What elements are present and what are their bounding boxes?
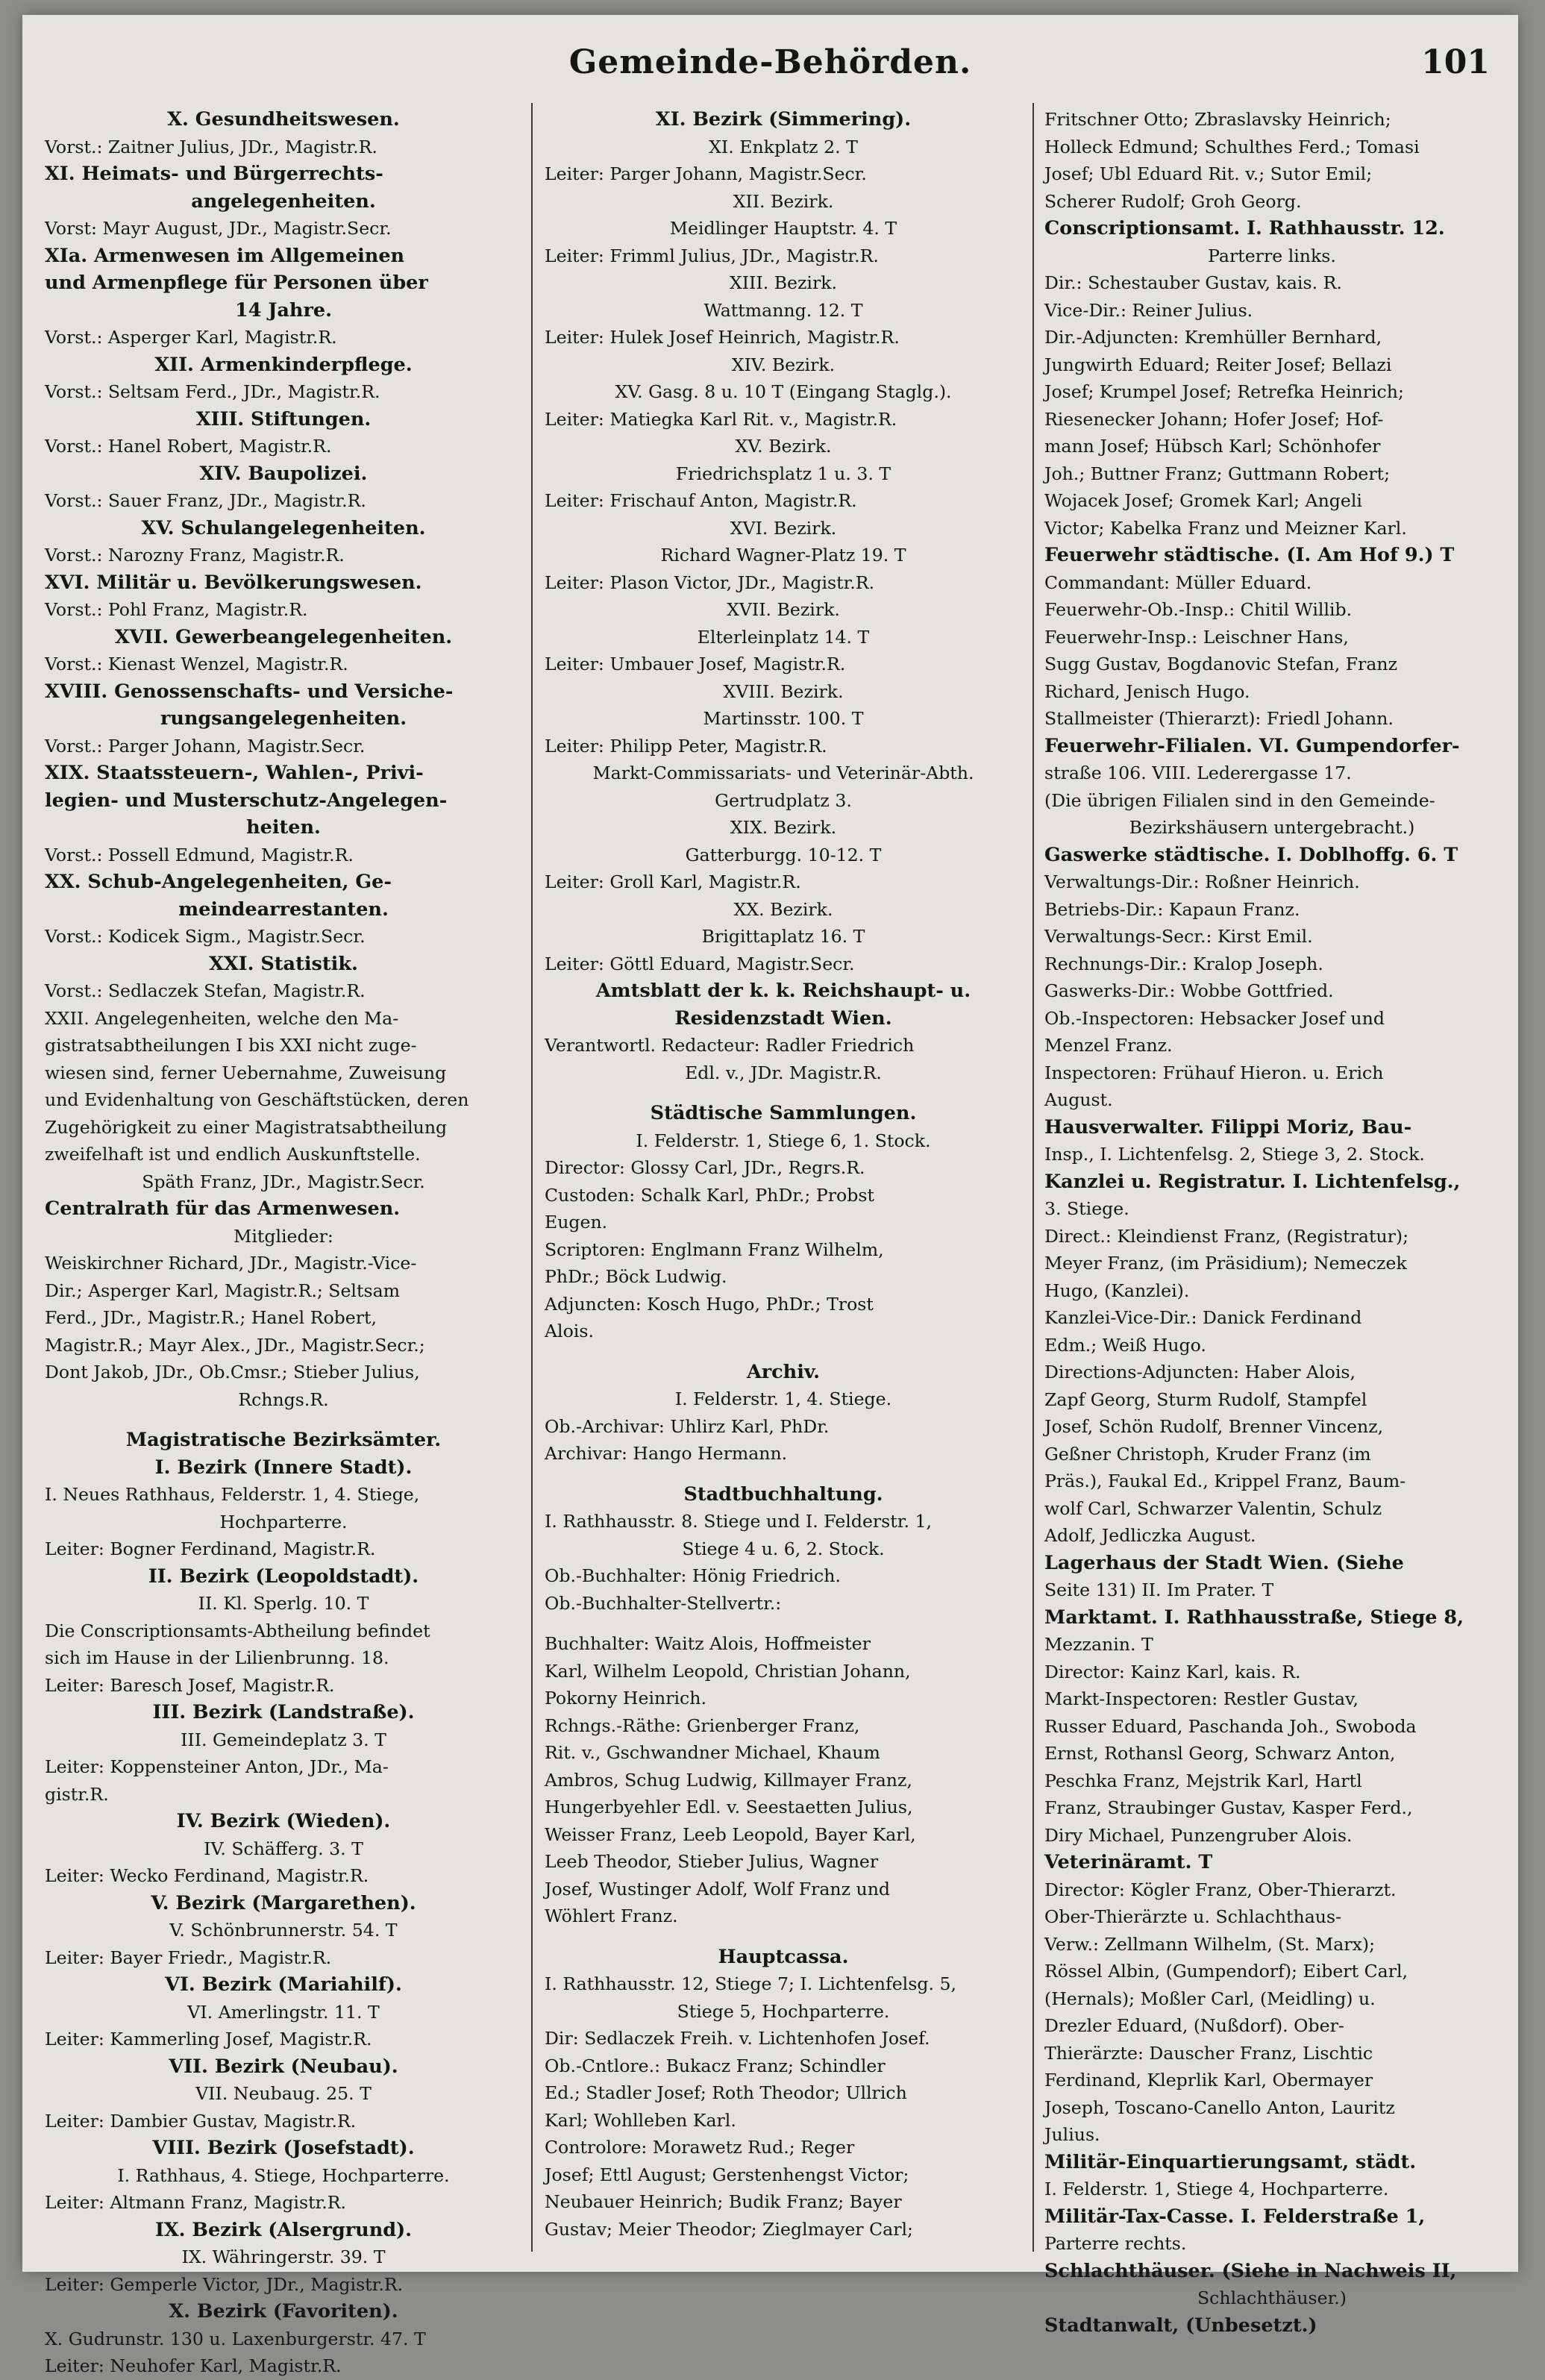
directory-line: Ed.; Stadler Josef; Roth Theodor; Ullrich [545,2082,907,2103]
directory-line: Joh.; Buttner Franz; Guttmann Robert; [1044,463,1391,484]
directory-line: Vorst.: Parger Johann, Magistr.Secr. [45,735,366,757]
directory-line: Kanzlei-Vice-Dir.: Danick Ferdinand [1044,1307,1362,1328]
directory-line: gistr.R. [45,1783,109,1805]
section-heading: XV. Schulangelegenheiten. [141,516,426,539]
directory-line: Feuerwehr-Ob.-Insp.: Chitil Willib. [1044,599,1353,620]
directory-line: Leiter: Gemperle Victor, JDr., Magistr.R. [45,2273,404,2295]
directory-line: PhDr.; Böck Ludwig. [545,1266,727,1287]
directory-line: I. Felderstr. 1, Stiege 4, Hochparterre. [1044,2179,1389,2199]
directory-line: IV. Schäfferg. 3. T [204,1838,363,1859]
section-heading: Feuerwehr städtische. (I. Am Hof 9.) T [1044,544,1455,566]
directory-line: Verantwortl. Redacteur: Radler Friedrich [545,1035,915,1056]
directory-line: V. Schönbrunnerstr. 54. T [169,1920,398,1941]
directory-line: Ob.-Buchhalter-Stellvertr.: [545,1592,782,1614]
directory-line: (Die übrigen Filialen sind in den Gemeinde- [1044,789,1435,811]
column-divider [1032,103,1034,2252]
directory-line: Victor; Kabelka Franz und Meizner Karl. [1044,517,1407,539]
directory-line: Pokorny Heinrich. [545,1688,706,1709]
section-heading: Lagerhaus der Stadt Wien. (Siehe [1044,1551,1404,1574]
directory-line: Leiter: Kammerling Josef, Magistr.R. [45,2029,372,2049]
directory-line: Eugen. [545,1212,608,1233]
directory-line: Buchhalter: Waitz Alois, Hoffmeister [545,1633,871,1654]
section-heading: XX. Schub-Angelegenheiten, Ge- [45,871,392,893]
directory-line: Dir.: Schestauber Gustav, kais. R. [1044,272,1342,293]
directory-line: Edm.; Weiß Hugo. [1044,1334,1206,1356]
directory-line: Zapf Georg, Sturm Rudolf, Stampfel [1044,1388,1367,1410]
section-heading: Militär-Tax-Casse. I. Felderstraße 1, [1044,2205,1426,2228]
directory-line: Stiege 4 u. 6, 2. Stock. [682,1538,885,1559]
directory-line: Dir: Sedlaczek Freih. v. Lichtenhofen Josef. [545,2028,930,2049]
directory-line: XIV. Bezirk. [731,354,836,375]
directory-line: Leiter: Neuhofer Karl, Magistr.R. [45,2355,342,2376]
directory-line: I. Felderstr. 1, Stiege 6, 1. Stock. [636,1130,931,1151]
directory-line: I. Rathhaus, 4. Stiege, Hochparterre. [117,2164,450,2186]
section-heading: XVI. Militär u. Bevölkerungswesen. [45,571,422,594]
directory-line: Zugehörigkeit zu einer Magistratsabtheilung [45,1116,448,1138]
directory-line: 3. Stiege. [1044,1198,1129,1219]
section-heading: V. Bezirk (Margarethen). [151,1891,416,1914]
column-1 [45,106,522,2376]
directory-line: Ambros, Schug Ludwig, Killmayer Franz, [545,1769,912,1791]
directory-line: Dir.-Adjuncten: Kremhüller Bernhard, [1044,327,1382,348]
directory-line: Dont Jakob, JDr., Ob.Cmsr.; Stieber Julius, [45,1362,420,1382]
directory-line: III. Gemeindeplatz 3. T [181,1729,386,1750]
spacer [545,1930,1022,1944]
section-heading: Marktamt. I. Rathhausstraße, Stiege 8, [1044,1606,1464,1629]
directory-line: Hugo, (Kanzlei). [1044,1280,1190,1301]
section-heading: Magistratische Bezirksämter. [125,1429,442,1451]
section-heading: XVIII. Genossenschafts- und Versiche- [45,680,454,703]
directory-line: Franz, Straubinger Gustav, Kasper Ferd., [1044,1797,1413,1818]
section-heading: Schlachthäuser. (Siehe in Nachweis II, [1044,2259,1457,2282]
directory-line: zweifelhaft ist und endlich Auskunftstelle. [45,1144,421,1165]
directory-line: XVII. Bezirk. [727,599,840,620]
directory-line: Leiter: Plason Victor, JDr., Magistr.R. [545,571,875,593]
directory-line: Leiter: Philipp Peter, Magistr.R. [545,735,827,757]
directory-line: (Hernals); Moßler Carl, (Meidling) u. [1044,1988,1376,2009]
page-header [22,37,1518,90]
directory-line: Weisser Franz, Leeb Leopold, Bayer Karl, [545,1823,916,1845]
directory-line: und Evidenhaltung von Geschäftstücken, deren [45,1089,469,1110]
directory-line: Feuerwehr-Insp.: Leischner Hans, [1044,626,1349,648]
directory-line: XIII. Bezirk. [729,272,838,293]
directory-line: Director: Kainz Karl, kais. R. [1044,1661,1301,1682]
directory-line: Ob.-Archivar: Uhlirz Karl, PhDr. [545,1415,830,1437]
directory-line: Leiter: Hulek Josef Heinrich, Magistr.R. [545,327,900,348]
section-heading: III. Bezirk (Landstraße). [152,1701,415,1723]
section-heading: VII. Bezirk (Neubau). [169,2055,398,2078]
directory-line: XXII. Angelegenheiten, welche den Ma- [45,1007,399,1029]
directory-line: Markt-Commissariats- und Veterinär-Abth. [592,762,974,783]
section-heading: 14 Jahre. [234,298,333,322]
directory-line: Bezirkshäusern untergebracht.) [1129,817,1415,838]
directory-line: Leiter: Altmann Franz, Magistr.R. [45,2192,346,2213]
directory-line: Stiege 5, Hochparterre. [677,2000,890,2022]
directory-line: Verwaltungs-Dir.: Roßner Heinrich. [1044,871,1360,892]
directory-line: Josef; Ubl Eduard Rit. v.; Sutor Emil; [1044,163,1373,184]
section-heading: Militär-Einquartierungsamt, städt. [1044,2150,1417,2173]
directory-line: XI. Enkplatz 2. T [709,136,858,157]
directory-line: Vorst.: Kienast Wenzel, Magistr.R. [45,654,348,674]
directory-line: Vorst.: Kodicek Sigm., Magistr.Secr. [45,926,366,947]
directory-line: Adolf, Jedliczka August. [1044,1525,1256,1546]
directory-line: Leiter: Baresch Josef, Magistr.R. [45,1674,335,1696]
directory-line: Scriptoren: Englmann Franz Wilhelm, [545,1238,884,1260]
section-heading: VI. Bezirk (Mariahilf). [165,1973,402,1996]
directory-line: Vorst.: Narozny Franz, Magistr.R. [45,545,345,566]
directory-line: Stallmeister (Thierarzt): Friedl Johann. [1044,708,1394,729]
directory-line: Hungerbyehler Edl. v. Seestaetten Julius, [545,1797,913,1817]
directory-line: Directions-Adjuncten: Haber Alois, [1044,1362,1356,1382]
section-heading: Archiv. [746,1360,821,1383]
section-heading: XIV. Baupolizei. [199,462,368,485]
directory-line: Gatterburgg. 10-12. T [685,844,882,865]
directory-line: Magistr.R.; Mayr Alex., JDr., Magistr.Secr.; [45,1334,425,1356]
directory-line: Parterre rechts. [1044,2233,1187,2254]
page-title: Gemeinde-Behörden. [568,43,972,81]
directory-line: Drezler Eduard, (Nußdorf). Ober- [1044,2015,1344,2036]
directory-line: mann Josef; Hübsch Karl; Schönhofer [1044,436,1381,457]
directory-line: Seite 131) II. Im Prater. T [1044,1579,1274,1600]
directory-line: Die Conscriptionsamts-Abtheilung befindet [45,1620,430,1641]
column-2 [545,106,1022,2255]
directory-line: Riesenecker Johann; Hofer Josef; Hof- [1044,408,1384,430]
directory-line: Gaswerks-Dir.: Wobbe Gottfried. [1044,980,1334,1001]
directory-line: VII. Neubaug. 25. T [195,2083,372,2104]
directory-line: Director: Glossy Carl, JDr., Regrs.R. [545,1157,865,1178]
directory-line: Markt-Inspectoren: Restler Gustav, [1044,1688,1359,1709]
directory-line: Menzel Franz. [1044,1035,1173,1056]
section-heading: Hausverwalter. Filippi Moriz, Bau- [1044,1115,1412,1139]
directory-line: Leiter: Bayer Friedr., Magistr.R. [45,1947,332,1968]
directory-line: Rechnungs-Dir.: Kralop Joseph. [1044,953,1323,974]
directory-line: Martinsstr. 100. T [703,708,864,729]
section-heading: X. Gesundheitswesen. [167,108,400,131]
directory-line: Mezzanin. T [1044,1634,1153,1655]
directory-line: wolf Carl, Schwarzer Valentin, Schulz [1044,1497,1382,1519]
directory-line: Leiter: Dambier Gustav, Magistr.R. [45,2110,357,2132]
directory-line: II. Kl. Sperlg. 10. T [198,1593,369,1614]
directory-line: Brigittaplatz 16. T [701,926,865,947]
directory-line: I. Neues Rathhaus, Felderstr. 1, 4. Stiege, [45,1484,420,1505]
directory-line: straße 106. VIII. Lederergasse 17. [1044,762,1352,783]
directory-line: Leiter: Göttl Eduard, Magistr.Secr. [545,953,855,974]
directory-line: Wojacek Josef; Gromek Karl; Angeli [1044,490,1362,511]
directory-line: Friedrichsplatz 1 u. 3. T [675,463,891,484]
directory-line: Russer Eduard, Paschanda Joh., Swoboda [1044,1715,1417,1737]
directory-line: Custoden: Schalk Karl, PhDr.; Probst [545,1184,874,1206]
directory-line: I. Rathhausstr. 12, Stiege 7; I. Lichtenfelsg. 5, [545,1973,956,1994]
section-heading: legien- und Musterschutz-Angelegen- [45,789,448,812]
directory-line: Verwaltungs-Secr.: Kirst Emil. [1044,926,1313,947]
directory-line: Vorst.: Zaitner Julius, JDr., Magistr.R. [45,136,377,157]
directory-line: XII. Bezirk. [733,190,834,212]
directory-line: Joseph, Toscano-Canello Anton, Lauritz [1044,2096,1395,2118]
directory-line: sich im Hause in der Lilienbrunng. 18. [45,1647,389,1668]
directory-line: Mitglieder: [234,1225,333,1247]
directory-line: Neubauer Heinrich; Budik Franz; Bayer [545,2191,902,2212]
directory-line: VI. Amerlingstr. 11. T [187,2001,380,2023]
directory-line: Leiter: Wecko Ferdinand, Magistr.R. [45,1865,369,1886]
directory-line: Ob.-Cntlore.: Bukacz Franz; Schindler [545,2055,886,2076]
section-heading: Residenzstadt Wien. [674,1006,892,1030]
directory-line: Peschka Franz, Mejstrik Karl, Hartl [1044,1770,1362,1791]
section-heading: XVII. Gewerbeangelegenheiten. [114,625,453,648]
directory-line: Wattmanng. 12. T [703,299,863,321]
spacer [545,1086,1022,1100]
directory-line: Diry Michael, Punzengruber Alois. [1044,1824,1353,1846]
spacer [545,1617,1022,1630]
directory-line: Josef; Ettl August; Gerstenhengst Victor; [545,2164,909,2185]
section-heading: Gaswerke städtische. I. Doblhoffg. 6. T [1044,843,1458,866]
section-heading: Centralrath für das Armenwesen. [45,1197,401,1220]
directory-line: Director: Kögler Franz, Ober-Thierarzt. [1044,1879,1397,1900]
directory-line: Karl, Wilhelm Leopold, Christian Johann, [545,1660,911,1682]
directory-line: Jungwirth Eduard; Reiter Josef; Bellazi [1044,354,1392,375]
section-heading: I. Bezirk (Innere Stadt). [154,1456,413,1479]
directory-line: Rössel Albin, (Gumpendorf); Eibert Carl, [1044,1961,1408,1982]
column-divider [531,103,533,2252]
directory-line: Geßner Christoph, Kruder Franz (im [1044,1443,1371,1465]
section-heading: und Armenpflege für Personen über [45,272,428,294]
directory-line: Josef; Krumpel Josef; Retrefka Heinrich; [1044,381,1404,402]
section-heading: Stadtbuchhaltung. [683,1482,883,1506]
section-heading: Amtsblatt der k. k. Reichshaupt- u. [595,980,971,1002]
directory-line: Vorst.: Asperger Karl, Magistr.R. [45,327,337,348]
section-heading: Veterinäramt. T [1044,1851,1213,1873]
section-heading: X. Bezirk (Favoriten). [169,2300,398,2323]
directory-line: Gertrudplatz 3. [715,789,852,811]
directory-line: Rchngs.R. [238,1388,329,1410]
section-heading: Städtische Sammlungen. [650,1102,917,1124]
section-heading: VIII. Bezirk (Josefstadt). [152,2137,415,2159]
directory-line: wiesen sind, ferner Uebernahme, Zuweisung [45,1062,447,1083]
section-heading: meindearrestanten. [178,898,389,921]
directory-line: Vorst: Mayr August, JDr., Magistr.Secr. [45,218,392,239]
directory-line: XV. Bezirk. [735,436,832,457]
directory-line: Leiter: Frischauf Anton, Magistr.R. [545,490,857,511]
directory-line: Adjuncten: Kosch Hugo, PhDr.; Trost [545,1293,874,1315]
directory-line: Präs.), Faukal Ed., Krippel Franz, Baum- [1044,1471,1406,1491]
directory-line: Meidlinger Hauptstr. 4. T [669,218,897,239]
directory-line: Leiter: Parger Johann, Magistr.Secr. [545,163,867,184]
directory-line: gistratsabtheilungen I bis XXI nicht zuge- [45,1035,417,1056]
directory-line: Alois. [545,1321,594,1341]
directory-line: Elterleinplatz 14. T [697,626,870,648]
directory-line: Vorst.: Hanel Robert, Magistr.R. [45,436,332,457]
directory-line: Ob.-Inspectoren: Hebsacker Josef und [1044,1007,1385,1029]
directory-line: Betriebs-Dir.: Kapaun Franz. [1044,898,1300,920]
directory-line: I. Felderstr. 1, 4. Stiege. [674,1388,892,1409]
section-heading: IX. Bezirk (Alsergrund). [154,2218,413,2241]
section-heading: Hauptcassa. [718,1945,849,1968]
directory-line: Vorst.: Sauer Franz, JDr., Magistr.R. [45,490,366,511]
section-heading: Conscriptionsamt. I. Rathhausstr. 12. [1044,217,1445,239]
directory-line: Richard Wagner-Platz 19. T [660,545,906,566]
directory-line: Richard, Jenisch Hugo. [1044,680,1250,702]
section-heading: IV. Bezirk (Wieden). [176,1810,391,1832]
directory-line: Meyer Franz, (im Präsidium); Nemeczek [1044,1253,1407,1274]
directory-line: Rit. v., Gschwandner Michael, Khaum [545,1742,880,1763]
directory-line: Späth Franz, JDr., Magistr.Secr. [142,1171,425,1192]
section-heading: XXI. Statistik. [209,952,358,975]
directory-line: Weiskirchner Richard, JDr., Magistr.-Vice- [45,1253,417,1274]
section-heading: XII. Armenkinderpflege. [154,353,413,376]
section-heading: II. Bezirk (Leopoldstadt). [148,1565,419,1588]
directory-line: Verw.: Zellmann Wilhelm, (St. Marx); [1044,1933,1376,1955]
directory-line: XV. Gasg. 8 u. 10 T (Eingang Staglg.). [615,381,952,402]
directory-line: Ob.-Buchhalter: Hönig Friedrich. [545,1565,841,1586]
directory-line: Leiter: Bogner Ferdinand, Magistr.R. [45,1538,376,1559]
directory-line: Wöhlert Franz. [545,1905,678,1926]
section-heading: Stadtanwalt, (Unbesetzt.) [1044,2314,1317,2337]
directory-line: Direct.: Kleindienst Franz, (Registratur); [1044,1225,1409,1247]
directory-line: Josef, Schön Rudolf, Brenner Vincenz, [1044,1416,1384,1437]
section-heading: XIX. Staatssteuern-, Wahlen-, Privi- [45,762,424,784]
directory-line: Leiter: Koppensteiner Anton, JDr., Ma- [45,1756,389,1777]
directory-line: Ferdinand, Kleprlik Karl, Obermayer [1044,2070,1373,2091]
directory-line: Schlachthäuser.) [1197,2287,1347,2308]
spacer [545,1345,1022,1359]
directory-line: I. Rathhausstr. 8. Stiege und I. Felderstr. 1, [545,1511,932,1532]
directory-line: Ernst, Rothansl Georg, Schwarz Anton, [1044,1743,1396,1764]
directory-line: Dir.; Asperger Karl, Magistr.R.; Seltsam [45,1280,401,1301]
directory-line: Leiter: Groll Karl, Magistr.R. [545,871,801,892]
directory-line: Hochparterre. [219,1511,348,1532]
directory-line: Archivar: Hango Hermann. [545,1443,788,1464]
directory-line: August. [1044,1089,1113,1110]
directory-line: Holleck Edmund; Schulthes Ferd.; Tomasi [1044,136,1420,157]
directory-line: Gustav; Meier Theodor; Zieglmayer Carl; [545,2218,913,2240]
directory-line: Leiter: Umbauer Josef, Magistr.R. [545,654,846,674]
directory-line: XX. Bezirk. [733,898,833,920]
directory-line: Ferd., JDr., Magistr.R.; Hanel Robert, [45,1307,377,1328]
directory-line: Scherer Rudolf; Groh Georg. [1044,190,1302,212]
directory-line: Insp., I. Lichtenfelsg. 2, Stiege 3, 2. Stock. [1044,1144,1425,1165]
section-heading: rungsangelegenheiten. [160,707,407,730]
spacer [45,1413,522,1427]
directory-line: Sugg Gustav, Bogdanovic Stefan, Franz [1044,654,1398,674]
directory-line: XVIII. Bezirk. [723,680,844,702]
directory-line: XVI. Bezirk. [730,517,837,539]
directory-line: Thierärzte: Dauscher Franz, Lischtic [1044,2042,1373,2064]
directory-line: Josef, Wustinger Adolf, Wolf Franz und [545,1878,891,1900]
directory-line: Controlore: Morawetz Rud.; Reger [545,2137,855,2158]
page-number: 101 [1421,43,1490,81]
section-heading: angelegenheiten. [191,190,376,213]
directory-line: Vorst.: Seltsam Ferd., JDr., Magistr.R. [45,381,380,402]
section-heading: XI. Bezirk (Simmering). [655,108,912,131]
directory-line: XIX. Bezirk. [730,817,837,838]
spacer [545,1468,1022,1481]
section-heading: Feuerwehr-Filialen. VI. Gumpendorfer- [1044,734,1460,757]
section-heading: XIa. Armenwesen im Allgemeinen [45,244,405,267]
section-heading: Kanzlei u. Registratur. I. Lichtenfelsg., [1044,1170,1461,1193]
directory-line: Edl. v., JDr. Magistr.R. [685,1062,882,1083]
directory-line: Rchngs.-Räthe: Grienberger Franz, [545,1714,860,1736]
directory-line: Leeb Theodor, Stieber Julius, Wagner [545,1851,879,1872]
section-heading: XIII. Stiftungen. [195,407,372,430]
directory-line: Julius. [1044,2124,1100,2145]
directory-line: X. Gudrunstr. 130 u. Laxenburgerstr. 47. T [45,2328,426,2349]
directory-line: Fritschner Otto; Zbraslavsky Heinrich; [1044,109,1391,130]
directory-line: IX. Währingerstr. 39. T [181,2246,386,2267]
directory-line: Commandant: Müller Eduard. [1044,571,1312,593]
directory-line: Leiter: Matiegka Karl Rit. v., Magistr.R. [545,408,897,430]
section-heading: XI. Heimats- und Bürgerrechts- [45,163,383,185]
directory-line: Inspectoren: Frühauf Hieron. u. Erich [1044,1062,1384,1083]
directory-line: Vorst.: Pohl Franz, Magistr.R. [45,599,308,620]
directory-page [22,15,1518,2376]
directory-line: Ober-Thierärzte u. Schlachthaus- [1044,1906,1342,1927]
section-heading: heiten. [246,816,321,839]
column-3 [1044,106,1499,2337]
directory-line: Karl; Wohlleben Karl. [545,2109,736,2131]
directory-line: Vorst.: Possell Edmund, Magistr.R. [45,844,354,865]
directory-line: Vorst.: Sedlaczek Stefan, Magistr.R. [45,980,366,1001]
directory-line: Leiter: Frimml Julius, JDr., Magistr.R. [545,245,879,266]
directory-line: Vice-Dir.: Reiner Julius. [1044,299,1253,321]
directory-line: Parterre links. [1208,245,1336,266]
